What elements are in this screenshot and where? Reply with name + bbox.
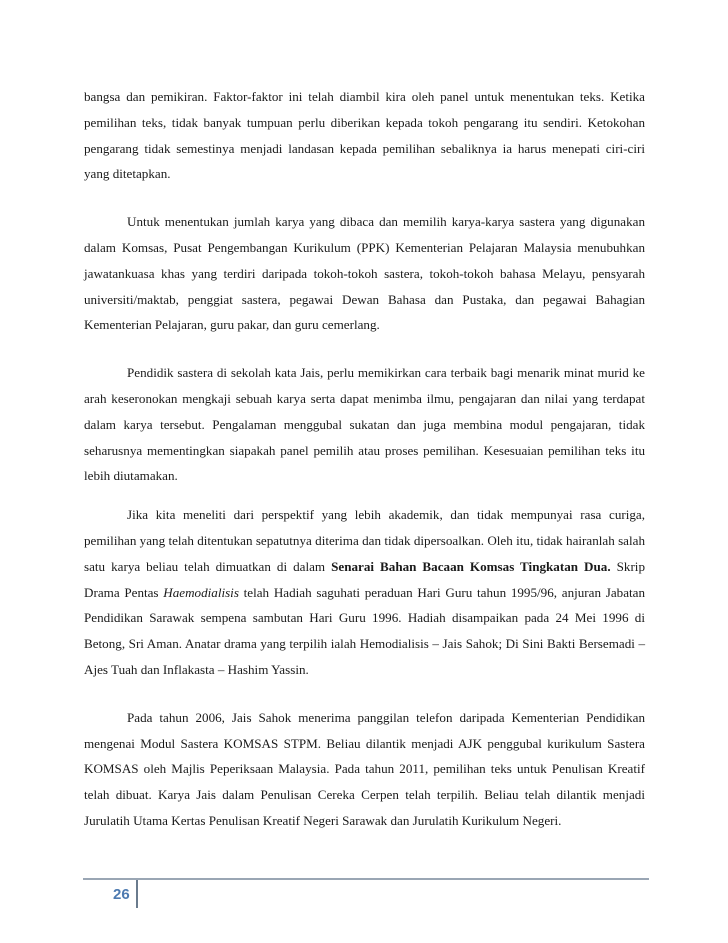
- paragraph-continuation: bangsa dan pemikiran. Faktor-faktor ini telah diambil kira oleh panel untuk menentukan teks. Ketika pemilihan teks, tidak banyak tumpuan perlu diberikan kepada tokoh pengarang itu sendiri. Ketokohan pengarang tidak semestinya menjadi landasan kepada pemilihan sebaliknya ia harus menepati ciri-ciri yang ditetapkan.: [84, 89, 645, 182]
- paragraph-text: Skrip Drama Pentas: [84, 558, 645, 600]
- page-number-divider: [136, 880, 138, 908]
- paragraph-committee: Untuk menentukan jumlah karya yang dibaca dan memilih karya-karya sastera yang digunakan dalam Komsas, Pusat Pengembangan Kurikulum (PPK) Kementerian Pelajaran Malaysia menubuhkan jawatankuasa khas yang terdiri daripada tokoh-tokoh sastera, tokoh-tokoh bahasa Melayu, pensyarah universiti/maktab, penggiat sastera, pegawai Dewan Bahasa dan Pustaka, dan pegawai Bahagian Kementerian Pelajaran, guru pakar, dan guru cemerlang.: [84, 214, 645, 333]
- drama-title: Haemodialisis: [163, 584, 239, 600]
- komsas-reading-list-title: Senarai Bahan Bacaan Komsas Tingkatan Dua.: [331, 558, 611, 574]
- paragraph-text: telah Hadiah saguhati peraduan Hari Guru tahun 1995/96, anjuran Jabatan Pendidikan Sarawak sempena sambutan Hari Guru 1996. Hadiah disampaikan pada 24 Mei 1996 di Betong, Sri Aman. Anatar drama yang terpilih ialah Hemodialisis – Jais Sahok; Di Sini Bakti Bersemadi –Ajes Tuah dan Inflakasta – Hashim Yassin.: [84, 584, 646, 677]
- paragraph-2006-appointment: Pada tahun 2006, Jais Sahok menerima panggilan telefon daripada Kementerian Pendidikan mengenai Modul Sastera KOMSAS STPM. Beliau dilantik menjadi AJK penggubal kurikulum Sastera KOMSAS oleh Majlis Peperiksaan Malaysia. Pada tahun 2011, pemilihan teks untuk Penulisan Kreatif telah dibuat. Karya Jais dalam Penulisan Cereka Cerpen telah terpilih. Beliau telah dilantik menjadi Jurulatih Utama Kertas Penulisan Kreatif Negeri Sarawak dan Jurulatih Kurikulum Negeri.: [84, 709, 645, 828]
- footer-rule: [83, 878, 649, 880]
- paragraph-educators: Pendidik sastera di sekolah kata Jais, perlu memikirkan cara terbaik bagi menarik minat murid ke arah keseronokan mengkaji sebuah karya serta dapat menimba ilmu, pengajaran dan nilai yang terdapat dalam karya tersebut. Pengalaman menggubal sukatan dan juga membina modul pengajaran, tidak seharusnya mementingkan siapakah panel pemilih atau proses pemilihan. Kesesuaian pemilihan teks itu lebih diutamakan.: [84, 365, 645, 484]
- document-body: [84, 84, 645, 834]
- page-number: 26: [113, 886, 130, 903]
- paragraph-text: Jika kita meneliti dari perspektif yang lebih akademik, dan tidak mempunyai rasa curiga, pemilihan yang telah ditentukan sepatutnya diterima dan tidak dipersoalkan. Oleh itu, tidak hairanlah salah satu karya beliau telah dimuatkan di dalam: [84, 507, 645, 574]
- paragraph-academic-perspective: [84, 502, 645, 683]
